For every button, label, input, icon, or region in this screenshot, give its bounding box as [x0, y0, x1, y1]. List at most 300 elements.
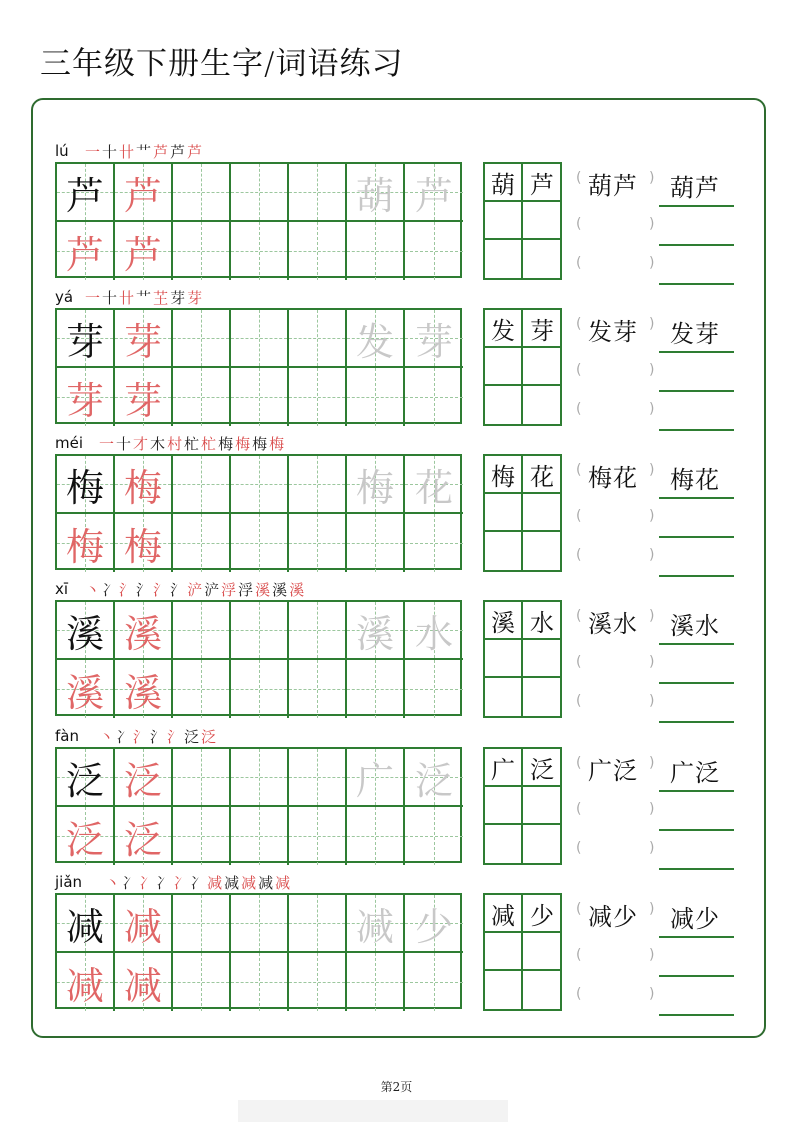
word-sample: 广泛	[588, 757, 638, 785]
grid-cell[interactable]	[173, 310, 231, 368]
stroke-step: 减	[207, 874, 225, 892]
paren-close: )	[649, 547, 655, 563]
word-cell[interactable]	[523, 640, 561, 678]
grid-cell[interactable]	[231, 807, 289, 865]
grid-cell[interactable]	[405, 164, 463, 222]
hint-char: 花	[414, 465, 453, 510]
word-cell[interactable]	[485, 971, 523, 1009]
grid-cell[interactable]	[347, 895, 405, 953]
grid-cell[interactable]	[405, 368, 463, 426]
grid-cell[interactable]	[231, 602, 289, 660]
trace-char: 芽	[123, 319, 162, 364]
stroke-order	[105, 872, 292, 893]
stroke-step: 芽	[170, 289, 188, 307]
trace-char: 梅	[123, 524, 162, 569]
word-char: 溪	[491, 608, 515, 637]
word-cell[interactable]	[523, 749, 561, 787]
grid-cell[interactable]	[57, 310, 115, 368]
paren-open: (	[576, 986, 582, 1002]
pinyin-label: lú	[55, 142, 69, 160]
paren-open: (	[576, 801, 582, 817]
grid-cell[interactable]	[115, 310, 173, 368]
grid-cell[interactable]	[289, 660, 347, 718]
grid-cell[interactable]	[57, 602, 115, 660]
paren-open: (	[576, 755, 582, 771]
grid-cell[interactable]	[289, 514, 347, 572]
trace-char: 溪	[123, 670, 162, 715]
paren-close: )	[649, 401, 655, 417]
word-cell[interactable]	[523, 787, 561, 825]
grid-cell[interactable]	[347, 514, 405, 572]
word-cell[interactable]	[523, 164, 561, 202]
grid-cell[interactable]	[115, 749, 173, 807]
stroke-step: 一	[99, 435, 117, 453]
word-char: 葫	[491, 170, 515, 199]
paren-close: )	[649, 608, 655, 624]
pinyin-label: fàn	[55, 727, 79, 745]
grid-cell[interactable]	[231, 368, 289, 426]
word-char: 泛	[530, 755, 554, 784]
answer-line[interactable]	[659, 351, 734, 353]
grid-cell[interactable]	[405, 749, 463, 807]
writing-grid	[55, 893, 462, 1009]
hint-char: 芦	[414, 173, 453, 218]
model-char: 减	[65, 904, 104, 949]
answer-line[interactable]	[659, 575, 734, 577]
grid-cell[interactable]	[115, 602, 173, 660]
stroke-step: 冫	[139, 874, 157, 892]
word-cell[interactable]	[485, 202, 523, 240]
grid-cell[interactable]	[289, 222, 347, 280]
answer-line[interactable]	[659, 244, 734, 246]
paren-close: )	[649, 255, 655, 271]
paren-close: )	[649, 986, 655, 1002]
grid-cell[interactable]	[405, 660, 463, 718]
word-cell[interactable]	[523, 678, 561, 716]
word-char: 减	[491, 901, 515, 930]
hint-char: 广	[355, 758, 394, 803]
stroke-step: 浮	[221, 581, 239, 599]
stroke-step: 氵	[153, 581, 171, 599]
paren-open: (	[576, 654, 582, 670]
word-sample: 葫芦	[588, 172, 638, 200]
grid-cell[interactable]	[347, 660, 405, 718]
grid-cell[interactable]	[115, 514, 173, 572]
grid-cell[interactable]	[231, 164, 289, 222]
writing-grid	[55, 454, 462, 570]
stroke-step: 梅	[235, 435, 253, 453]
answer-line[interactable]	[659, 975, 734, 977]
stroke-step: 一	[85, 143, 103, 161]
trace-char: 梅	[123, 465, 162, 510]
trace-char: 芽	[65, 378, 104, 423]
grid-cell[interactable]	[115, 807, 173, 865]
stroke-step: 冫	[156, 874, 174, 892]
word-cell[interactable]	[523, 240, 561, 278]
word-cell[interactable]	[523, 310, 561, 348]
grid-cell[interactable]	[289, 895, 347, 953]
writing-grid	[55, 308, 462, 424]
stroke-step: 艹	[136, 289, 154, 307]
grid-cell[interactable]	[231, 310, 289, 368]
grid-cell[interactable]	[289, 749, 347, 807]
grid-cell[interactable]	[173, 749, 231, 807]
grid-cell[interactable]	[57, 164, 115, 222]
word-cell[interactable]	[485, 933, 523, 971]
word-char: 发	[491, 316, 515, 345]
pinyin-label: yá	[55, 288, 74, 306]
grid-cell[interactable]	[347, 164, 405, 222]
grid-cell[interactable]	[173, 222, 231, 280]
stroke-step: 冫	[102, 581, 120, 599]
grid-cell[interactable]	[405, 807, 463, 865]
word-answer: 发芽	[670, 320, 720, 348]
stroke-step: 冫	[122, 874, 140, 892]
stroke-step: 村	[167, 435, 185, 453]
model-char: 梅	[65, 465, 104, 510]
grid-cell[interactable]	[115, 368, 173, 426]
stroke-step: 芦	[187, 143, 205, 161]
char-block	[55, 873, 755, 1018]
paren-close: )	[649, 362, 655, 378]
grid-cell[interactable]	[57, 222, 115, 280]
grid-cell[interactable]	[173, 807, 231, 865]
paren-close: )	[649, 654, 655, 670]
trace-char: 减	[65, 963, 104, 1008]
grid-cell[interactable]	[57, 895, 115, 953]
answer-line[interactable]	[659, 429, 734, 431]
trace-char: 芦	[123, 232, 162, 277]
word-cell[interactable]	[523, 532, 561, 570]
word-char: 芦	[530, 170, 554, 199]
grid-cell[interactable]	[173, 514, 231, 572]
hint-char: 水	[414, 611, 453, 656]
paren-close: )	[649, 840, 655, 856]
word-cell[interactable]	[523, 202, 561, 240]
word-cell[interactable]	[523, 895, 561, 933]
paren-open: (	[576, 901, 582, 917]
grid-cell[interactable]	[115, 895, 173, 953]
stroke-step: 浮	[238, 581, 256, 599]
paren-open: (	[576, 401, 582, 417]
grid-cell[interactable]	[115, 164, 173, 222]
paren-open: (	[576, 462, 582, 478]
word-cell[interactable]	[523, 348, 561, 386]
answer-line[interactable]	[659, 936, 734, 938]
grid-cell[interactable]	[231, 456, 289, 514]
stroke-order	[99, 726, 218, 747]
grid-cell[interactable]	[57, 514, 115, 572]
grid-cell[interactable]	[405, 222, 463, 280]
answer-line[interactable]	[659, 1014, 734, 1016]
grid-cell[interactable]	[173, 164, 231, 222]
stroke-step: 浐	[204, 581, 222, 599]
pinyin-label: jiǎn	[55, 873, 83, 891]
grid-cell[interactable]	[289, 456, 347, 514]
grid-cell[interactable]	[57, 807, 115, 865]
grid-cell[interactable]	[405, 953, 463, 1011]
stroke-step: 泛	[201, 728, 219, 746]
grid-cell[interactable]	[347, 222, 405, 280]
trace-char: 芦	[65, 232, 104, 277]
stroke-step: 木	[150, 435, 168, 453]
hint-char: 葫	[355, 173, 394, 218]
pinyin-label: xī	[55, 580, 69, 598]
stroke-step: 溪	[289, 581, 307, 599]
answer-line[interactable]	[659, 868, 734, 870]
word-cell[interactable]	[523, 456, 561, 494]
stroke-step: 十	[102, 143, 120, 161]
word-sample: 减少	[588, 903, 638, 931]
hint-char: 溪	[355, 611, 394, 656]
word-char: 广	[491, 755, 515, 784]
grid-cell[interactable]	[231, 953, 289, 1011]
paren-open: (	[576, 693, 582, 709]
stroke-step: 冫	[173, 874, 191, 892]
grid-cell[interactable]	[405, 602, 463, 660]
trace-char: 溪	[65, 670, 104, 715]
paren-open: (	[576, 947, 582, 963]
grid-cell[interactable]	[347, 310, 405, 368]
grid-cell[interactable]	[289, 368, 347, 426]
grid-cell[interactable]	[57, 368, 115, 426]
stroke-step: 芏	[153, 289, 171, 307]
stroke-order	[85, 141, 204, 162]
paren-close: )	[649, 216, 655, 232]
stroke-step: 氵	[167, 728, 185, 746]
model-char: 芦	[65, 173, 104, 218]
grid-cell[interactable]	[405, 310, 463, 368]
answer-line[interactable]	[659, 790, 734, 792]
word-cell[interactable]	[485, 825, 523, 863]
answer-line[interactable]	[659, 536, 734, 538]
stroke-step: 冫	[116, 728, 134, 746]
grid-cell[interactable]	[405, 456, 463, 514]
word-cell[interactable]	[485, 895, 523, 933]
grid-cell[interactable]	[57, 953, 115, 1011]
trace-char: 芽	[123, 378, 162, 423]
grid-cell[interactable]	[289, 310, 347, 368]
paren-open: (	[576, 316, 582, 332]
word-answer: 溪水	[670, 612, 720, 640]
answer-line[interactable]	[659, 390, 734, 392]
stroke-step: 减	[224, 874, 242, 892]
word-char: 少	[530, 901, 554, 930]
word-cell[interactable]	[523, 386, 561, 424]
word-cell[interactable]	[485, 310, 523, 348]
stroke-order	[85, 287, 204, 308]
answer-line[interactable]	[659, 497, 734, 499]
stroke-step: 十	[116, 435, 134, 453]
stroke-step: 丶	[85, 581, 103, 599]
page-title: 三年级下册生字/词语练习	[40, 46, 404, 82]
stroke-step: 泛	[184, 728, 202, 746]
grid-cell[interactable]	[231, 514, 289, 572]
model-char: 溪	[65, 611, 104, 656]
word-cell[interactable]	[485, 240, 523, 278]
word-sample: 梅花	[588, 464, 638, 492]
footer-bar	[238, 1100, 508, 1122]
model-char: 泛	[65, 758, 104, 803]
paren-close: )	[649, 755, 655, 771]
grid-cell[interactable]	[289, 164, 347, 222]
paren-close: )	[649, 508, 655, 524]
trace-char: 泛	[123, 758, 162, 803]
stroke-step: 梅	[218, 435, 236, 453]
word-cell[interactable]	[523, 602, 561, 640]
word-char: 花	[530, 462, 554, 491]
stroke-step: 卄	[119, 289, 137, 307]
paren-open: (	[576, 216, 582, 232]
grid-cell[interactable]	[115, 456, 173, 514]
grid-cell[interactable]	[57, 456, 115, 514]
word-grid	[483, 747, 562, 865]
word-answer: 梅花	[670, 466, 720, 494]
trace-char: 减	[123, 963, 162, 1008]
grid-cell[interactable]	[289, 602, 347, 660]
stroke-step: 卄	[119, 143, 137, 161]
word-answer: 减少	[670, 905, 720, 933]
grid-cell[interactable]	[347, 602, 405, 660]
hint-char: 发	[355, 319, 394, 364]
word-answer: 广泛	[670, 759, 720, 787]
stroke-step: 氵	[133, 728, 151, 746]
paren-close: )	[649, 170, 655, 186]
word-cell[interactable]	[485, 787, 523, 825]
grid-cell[interactable]	[347, 749, 405, 807]
paren-close: )	[649, 801, 655, 817]
paren-close: )	[649, 316, 655, 332]
trace-char: 溪	[123, 611, 162, 656]
stroke-step: 溪	[255, 581, 273, 599]
word-cell[interactable]	[485, 164, 523, 202]
paren-close: )	[649, 901, 655, 917]
grid-cell[interactable]	[173, 602, 231, 660]
grid-cell[interactable]	[405, 514, 463, 572]
grid-cell[interactable]	[173, 895, 231, 953]
answer-line[interactable]	[659, 205, 734, 207]
char-block	[55, 434, 755, 579]
word-cell[interactable]	[485, 348, 523, 386]
word-cell[interactable]	[485, 602, 523, 640]
grid-cell[interactable]	[289, 807, 347, 865]
grid-cell[interactable]	[347, 456, 405, 514]
writing-grid	[55, 747, 462, 863]
word-grid	[483, 893, 562, 1011]
trace-char: 芦	[123, 173, 162, 218]
stroke-step: 氵	[150, 728, 168, 746]
word-cell[interactable]	[485, 456, 523, 494]
hint-char: 泛	[414, 758, 453, 803]
stroke-step: 减	[241, 874, 259, 892]
paren-open: (	[576, 547, 582, 563]
stroke-step: 才	[133, 435, 151, 453]
grid-cell[interactable]	[231, 895, 289, 953]
hint-char: 少	[414, 904, 453, 949]
paren-close: )	[649, 693, 655, 709]
grid-cell[interactable]	[173, 456, 231, 514]
stroke-step: 杧	[201, 435, 219, 453]
word-char: 芽	[530, 316, 554, 345]
grid-cell[interactable]	[173, 368, 231, 426]
word-cell[interactable]	[485, 749, 523, 787]
answer-line[interactable]	[659, 682, 734, 684]
word-cell[interactable]	[485, 532, 523, 570]
grid-cell[interactable]	[115, 660, 173, 718]
stroke-step: 梅	[252, 435, 270, 453]
answer-line[interactable]	[659, 283, 734, 285]
word-cell[interactable]	[523, 971, 561, 1009]
trace-char: 梅	[65, 524, 104, 569]
word-cell[interactable]	[485, 494, 523, 532]
grid-cell[interactable]	[347, 953, 405, 1011]
grid-cell[interactable]	[57, 749, 115, 807]
word-cell[interactable]	[485, 386, 523, 424]
stroke-step: 氵	[119, 581, 137, 599]
grid-cell[interactable]	[405, 895, 463, 953]
stroke-step: 芦	[170, 143, 188, 161]
paren-close: )	[649, 947, 655, 963]
word-cell[interactable]	[523, 494, 561, 532]
paren-open: (	[576, 508, 582, 524]
grid-cell[interactable]	[173, 953, 231, 1011]
grid-cell[interactable]	[115, 222, 173, 280]
paren-open: (	[576, 362, 582, 378]
grid-cell[interactable]	[289, 953, 347, 1011]
stroke-step: 氵	[136, 581, 154, 599]
word-grid	[483, 162, 562, 280]
grid-cell[interactable]	[347, 368, 405, 426]
word-char: 水	[530, 608, 554, 637]
word-cell[interactable]	[523, 825, 561, 863]
stroke-step: 减	[258, 874, 276, 892]
trace-char: 减	[123, 904, 162, 949]
hint-char: 减	[355, 904, 394, 949]
stroke-step: 杧	[184, 435, 202, 453]
grid-cell[interactable]	[173, 660, 231, 718]
answer-line[interactable]	[659, 829, 734, 831]
char-block	[55, 727, 755, 872]
writing-grid	[55, 600, 462, 716]
paren-close: )	[649, 462, 655, 478]
stroke-order	[99, 433, 286, 454]
stroke-step: 芽	[187, 289, 205, 307]
char-block	[55, 288, 755, 433]
grid-cell[interactable]	[231, 749, 289, 807]
grid-cell[interactable]	[347, 807, 405, 865]
grid-cell[interactable]	[57, 660, 115, 718]
answer-line[interactable]	[659, 643, 734, 645]
word-cell[interactable]	[523, 933, 561, 971]
stroke-step: 减	[275, 874, 293, 892]
stroke-step: 梅	[269, 435, 287, 453]
grid-cell[interactable]	[231, 660, 289, 718]
writing-grid	[55, 162, 462, 278]
grid-cell[interactable]	[115, 953, 173, 1011]
grid-cell[interactable]	[231, 222, 289, 280]
hint-char: 芽	[414, 319, 453, 364]
paren-open: (	[576, 255, 582, 271]
word-sample: 溪水	[588, 610, 638, 638]
word-char: 梅	[491, 462, 515, 491]
word-grid	[483, 308, 562, 426]
word-cell[interactable]	[485, 678, 523, 716]
answer-line[interactable]	[659, 721, 734, 723]
char-block	[55, 580, 755, 725]
page-number: 第2页	[380, 1080, 413, 1094]
word-sample: 发芽	[588, 318, 638, 346]
word-cell[interactable]	[485, 640, 523, 678]
